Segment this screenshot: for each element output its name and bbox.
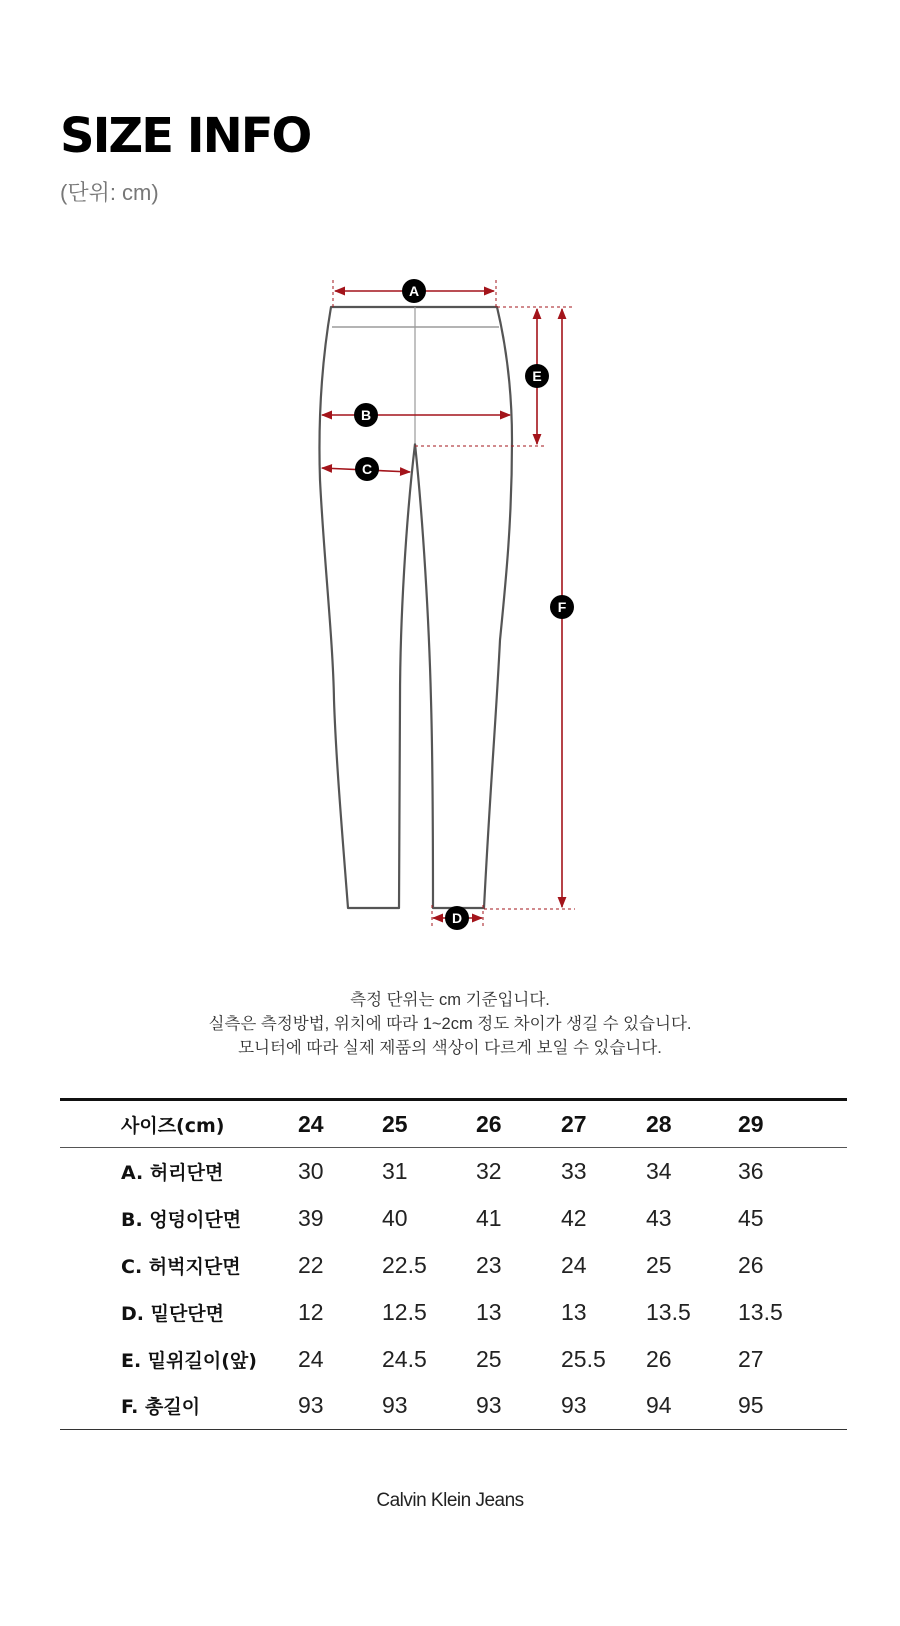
table-cell: 22 xyxy=(298,1251,324,1278)
unit-note: (단위: cm) xyxy=(60,180,159,205)
table-cell: 30 xyxy=(298,1157,324,1184)
table-cell: 13 xyxy=(476,1298,502,1325)
table-cell: 36 xyxy=(738,1157,764,1184)
size-table xyxy=(60,1098,847,1430)
table-cell: 25 xyxy=(646,1251,672,1278)
table-row xyxy=(60,1148,847,1195)
size-header-label: 사이즈(cm) xyxy=(120,1100,297,1148)
row-label: F. 총길이 xyxy=(120,1383,297,1430)
table-cell: 25 xyxy=(476,1345,502,1372)
size-col-header: 28 xyxy=(645,1100,737,1148)
table-cell: 27 xyxy=(738,1345,764,1372)
table-cell: 42 xyxy=(561,1204,587,1231)
size-col-header: 24 xyxy=(297,1100,381,1148)
table-cell: 40 xyxy=(382,1204,408,1231)
table-cell: 26 xyxy=(738,1251,764,1278)
table-row xyxy=(60,1289,847,1336)
table-cell: 95 xyxy=(737,1383,847,1430)
table-row xyxy=(60,1383,847,1430)
table-cell: 93 xyxy=(560,1383,645,1430)
table-row xyxy=(60,1195,847,1242)
table-cell: 94 xyxy=(645,1383,737,1430)
table-cell: 43 xyxy=(646,1204,672,1231)
table-cell: 93 xyxy=(297,1383,381,1430)
pants-outline xyxy=(319,307,512,908)
table-cell: 32 xyxy=(476,1157,502,1184)
table-cell: 12.5 xyxy=(382,1298,427,1325)
table-cell: 93 xyxy=(475,1383,560,1430)
marker-b-label: B xyxy=(360,407,372,423)
size-header-row xyxy=(60,1100,847,1148)
table-row xyxy=(60,1336,847,1383)
row-label: A. 허리단면 xyxy=(121,1161,224,1184)
row-label: E. 밑위길이(앞) xyxy=(121,1349,257,1372)
table-cell: 33 xyxy=(561,1157,587,1184)
note-line: 실측은 측정방법, 위치에 따라 1~2cm 정도 차이가 생길 수 있습니다. xyxy=(208,1015,692,1033)
table-cell: 12 xyxy=(298,1298,324,1325)
table-cell: 23 xyxy=(476,1251,502,1278)
table-cell: 13 xyxy=(561,1298,587,1325)
row-label: B. 엉덩이단면 xyxy=(121,1208,242,1231)
marker-d-label: D xyxy=(451,910,463,926)
table-cell: 93 xyxy=(381,1383,475,1430)
marker-a-label: A xyxy=(408,283,420,299)
marker-c-label: C xyxy=(361,461,373,477)
size-col-header: 27 xyxy=(560,1100,645,1148)
table-row xyxy=(60,1242,847,1289)
table-cell: 45 xyxy=(738,1204,764,1231)
table-cell: 26 xyxy=(646,1345,672,1372)
row-label: D. 밑단단면 xyxy=(121,1302,225,1325)
note-line: 모니터에 따라 실제 제품의 색상이 다르게 보일 수 있습니다. xyxy=(238,1039,662,1057)
table-cell: 13.5 xyxy=(738,1298,783,1325)
table-cell: 41 xyxy=(476,1204,502,1231)
page-title: SIZE INFO xyxy=(60,108,311,164)
note-line: 측정 단위는 cm 기준입니다. xyxy=(350,991,550,1009)
table-cell: 24 xyxy=(298,1345,324,1372)
table-cell: 24.5 xyxy=(382,1345,427,1372)
table-cell: 13.5 xyxy=(646,1298,691,1325)
size-col-header: 26 xyxy=(475,1100,560,1148)
marker-f-label: F xyxy=(557,599,567,615)
table-cell: 39 xyxy=(298,1204,324,1231)
brand-logo-text: Calvin Klein Jeans xyxy=(376,1490,524,1511)
size-col-header: 25 xyxy=(381,1100,475,1148)
measurement-notes xyxy=(0,988,900,1060)
table-cell: 34 xyxy=(646,1157,672,1184)
row-label: C. 허벅지단면 xyxy=(121,1255,241,1278)
table-cell: 31 xyxy=(382,1157,408,1184)
table-cell: 25.5 xyxy=(561,1345,606,1372)
marker-e-label: E xyxy=(532,368,542,384)
size-col-header: 29 xyxy=(737,1100,847,1148)
table-cell: 22.5 xyxy=(382,1251,427,1278)
table-cell: 24 xyxy=(561,1251,587,1278)
